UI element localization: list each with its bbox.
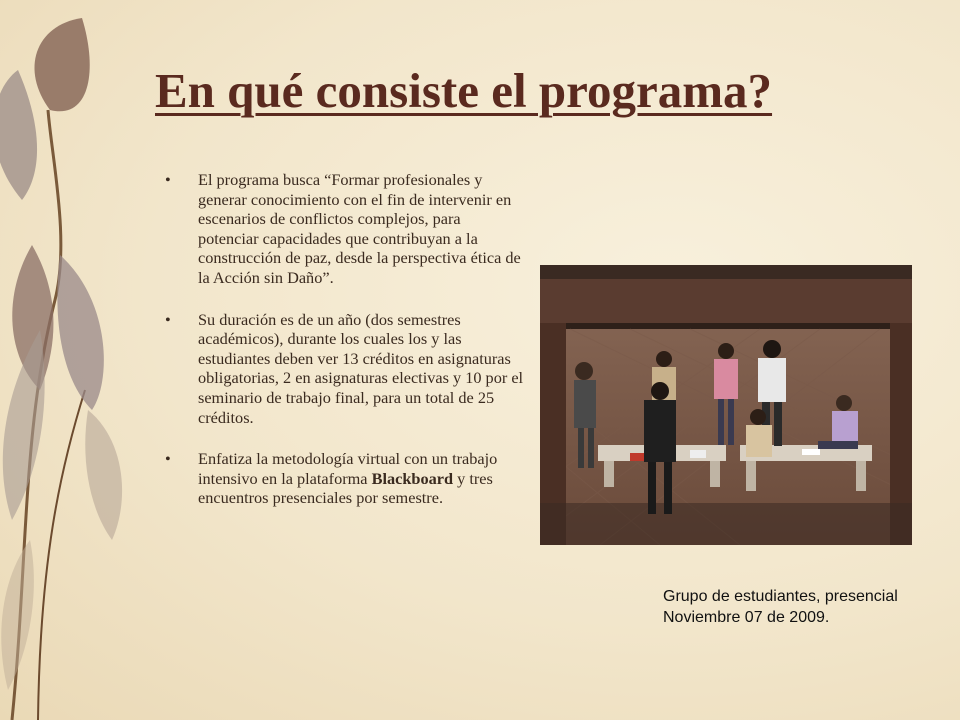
bullet-item-methodology bbox=[165, 449, 525, 508]
slide-title: En qué consiste el programa? bbox=[155, 63, 773, 118]
bullet-icon: • bbox=[165, 170, 171, 189]
students-photo bbox=[540, 265, 912, 545]
bullet-text-before: Enfatiza la metodología virtual con un trabajo intensivo en la plataforma bbox=[198, 449, 498, 488]
bullet-text: El programa busca “Formar profesionales y generar conocimiento con el fin de intervenir en escenarios de conflictos complejos, para potenciar capacidades que contribuyan a la construcción de paz, desde la perspectiva ética de la Acción sin Daño”. bbox=[198, 170, 521, 287]
bullet-item-duration bbox=[165, 310, 525, 428]
bullet-text-after: y tres encuentros presenciales por semestre. bbox=[198, 468, 493, 508]
platform-name: Blackboard bbox=[371, 468, 454, 488]
leaf-branch-icon bbox=[0, 0, 140, 720]
bullet-item-purpose bbox=[165, 170, 525, 288]
bullet-icon: • bbox=[165, 309, 171, 329]
bullet-icon: • bbox=[165, 449, 171, 469]
bullet-text bbox=[198, 449, 497, 507]
photo-caption: Grupo de estudiantes, presencial Noviembre 07 de 2009. bbox=[663, 588, 898, 626]
bullet-text: Su duración es de un año (dos semestres académicos), durante los cuales los y las estudiantes deben ver 13 créditos en asignaturas obligatorias, 2 en asignaturas electivas y 10 por el seminario de trabajo final, para un total de 25 créditos. bbox=[198, 309, 524, 427]
bullet-list bbox=[165, 170, 525, 530]
